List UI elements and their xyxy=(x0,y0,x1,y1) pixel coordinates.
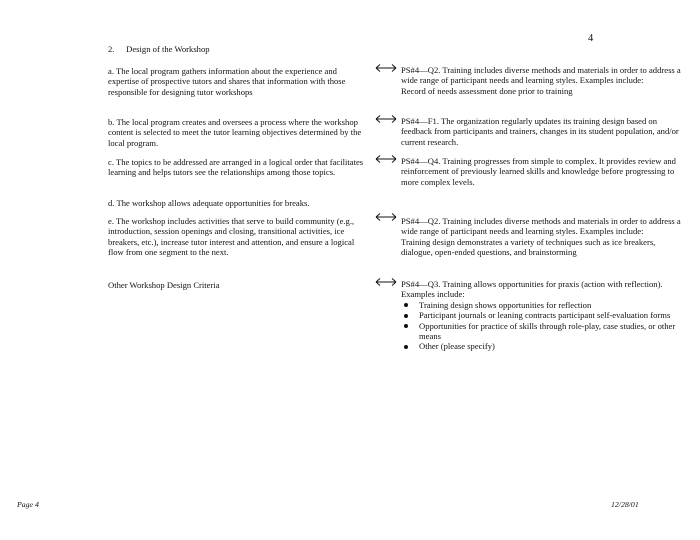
standard-c: PS#4—Q4. Training progresses from simple to complex. It provides review and reinforcement of previously learned skills and knowledge before progressing to more complex levels. xyxy=(401,156,676,187)
arrow-icon xyxy=(375,114,397,124)
list-item: Opportunities for practice of skills through role-play, case studies, or other means xyxy=(401,321,687,342)
standard-text: PS#4—Q3. Training allows opportunities for praxis (action with reflection). Examples include: xyxy=(401,279,663,300)
section-heading xyxy=(108,44,210,54)
section-title: Design of the Workshop xyxy=(126,44,210,54)
list-item: Training design shows opportunities for reflection xyxy=(401,300,687,310)
criterion-d: d. The workshop allows adequate opportunities for breaks. xyxy=(108,198,310,208)
arrow-icon xyxy=(375,63,397,73)
criterion-b: b. The local program creates and oversees a process where the workshop content is selected to meet the tutor learning objectives determined by the local program. xyxy=(108,117,362,148)
list-item: Participant journals or leaning contracts participant self-evaluation forms xyxy=(401,310,687,320)
other-criteria-heading: Other Workshop Design Criteria xyxy=(108,280,220,290)
arrow-icon xyxy=(375,277,397,287)
standard-example: Record of needs assessment done prior to training xyxy=(401,85,573,96)
list-item: Other (please specify) xyxy=(401,341,687,351)
standard-text: PS#4—Q2. Training includes diverse methods and materials in order to address a wide range of participant needs and learning styles. Examples include: xyxy=(401,216,681,237)
page-number-top: 4 xyxy=(588,33,594,44)
standard-e xyxy=(401,216,687,258)
section-number: 2. xyxy=(108,44,115,54)
criterion-a: a. The local program gathers information about the experience and expertise of prospective tutors and shares that information with those responsible for designing tutor workshops xyxy=(108,66,346,97)
footer-date: 12/28/01 xyxy=(611,500,639,509)
criterion-c: c. The topics to be addressed are arranged in a logical order that facilitates learning and helps tutors see the relationships among those topics. xyxy=(108,157,364,178)
criterion-e: e. The workshop includes activities that serve to build community (e.g., introduction, session openings and closing, transitional activities, ice breakers, etc.), increase tutor interest and attention, and ensure a logical flow from one segment to the next. xyxy=(108,216,355,258)
examples-list xyxy=(401,300,687,352)
standard-example: Training design demonstrates a variety of techniques such as ice breakers, dialogue, open-ended questions, and brainstorming xyxy=(401,236,656,258)
arrow-icon xyxy=(375,212,397,222)
standard-a xyxy=(401,65,687,96)
standard-other xyxy=(401,279,687,352)
standard-b: PS#4—F1. The organization regularly updates its training design based on feedback from participants and trainers, changes in its student population, and/or current research. xyxy=(401,116,679,147)
footer-page-label: Page 4 xyxy=(17,500,39,509)
standard-text: PS#4—Q2. Training includes diverse methods and materials in order to address a wide range of participant needs and learning styles. Examples include: xyxy=(401,65,681,86)
arrow-icon xyxy=(375,154,397,164)
